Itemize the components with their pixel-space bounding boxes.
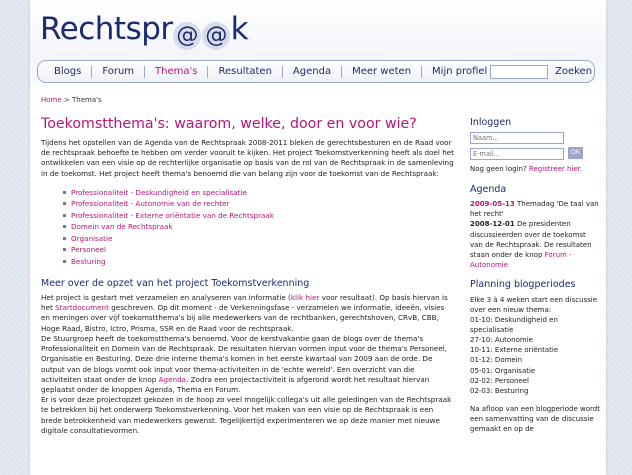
agenda-block <box>470 183 600 270</box>
planning-intro: Elke 3 à 4 weken start een discussie over een nieuw thema: <box>470 295 598 314</box>
p3-text: Er is voor deze projectopzet gekozen in de hoop zo veel mogelijk collega's uit alle geledingen van de Rechtspraak te betrekken bij het onderwerp Toekomstverkenning. Voor het maken van een visie op de Rechtspraak is een brede betrokkenheid van medewerkers gewenst. Tegelijkertijd experimenteren we op deze manier met nieuwe digitale consultatievormen. <box>41 395 452 435</box>
breadcrumb-separator: > <box>61 96 72 104</box>
header <box>30 0 606 92</box>
agenda-title: Agenda <box>470 183 507 195</box>
nav-item-blogs[interactable]: Blogs <box>44 66 92 78</box>
planning-row: 10-11: Externe oriëntatie <box>470 346 559 355</box>
agenda-item-2 <box>470 219 600 270</box>
register-prompt <box>470 164 600 174</box>
p1-text-b: voor resultaat). Op basis hiervan is het <box>41 293 448 313</box>
logo-text-prefix: Rechtspr <box>40 11 173 47</box>
login-title: Inloggen <box>470 117 512 128</box>
agenda-text-2: De presidenten discussieerden over de toekomst van de Rechtspraak. De resultaten staan onder de knop <box>470 220 592 259</box>
nav-item-themas[interactable]: Thema's <box>145 66 208 78</box>
theme-link-domein[interactable]: Domein van de Rechtspraak <box>63 221 454 233</box>
p2-text-a: De Stuurgroep heeft de toekomstthema's benoemd. Voor de kerstvakantie gaan de blogs over de thema's Professionaliteit en Domein van de Rechtspraak. De resultaten hiervan vormen input voor de thema's Personeel, Organisatie en Besturing. Deze drie interne thema's komen in het eerste kwartaal van 2009 aan de orde. De output van de blogs vormt ook input voor thema-activiteiten in de 'echte wereld'. Een overzicht van die activiteiten staat onder de knop <box>41 333 448 384</box>
page <box>30 0 606 475</box>
theme-link-externe-orientatie[interactable]: Professionaliteit - Externe oriëntatie van de Rechtspraak <box>63 210 454 222</box>
forum-autonomie-link[interactable]: Forum - Autonomie <box>470 250 572 269</box>
login-block <box>470 116 600 175</box>
agenda-text-1: Themadag 'De taal van het recht' <box>470 200 599 219</box>
breadcrumb-current: Thema's <box>72 96 102 104</box>
name-field[interactable] <box>470 132 564 144</box>
register-link[interactable]: Registreer hier. <box>528 165 583 174</box>
logo-text-suffix: k <box>230 11 249 47</box>
search-button[interactable]: Zoeken <box>555 66 593 77</box>
nav-item-forum[interactable]: Forum <box>92 66 145 78</box>
logo-at-icon-2: @ <box>202 22 230 50</box>
nav-item-meer-weten[interactable]: Meer weten <box>342 66 422 78</box>
sidebar <box>470 116 600 442</box>
agenda-link[interactable]: Agenda <box>158 374 187 384</box>
email-field[interactable] <box>470 148 564 160</box>
main-content <box>41 116 454 442</box>
main-navigation <box>37 60 595 83</box>
breadcrumb-home-link[interactable]: Home <box>41 96 62 104</box>
p1-text-a: Het project is gestart met verzamelen en analyseren van informatie ( <box>41 293 291 302</box>
nav-item-resultaten[interactable]: Resultaten <box>208 66 282 78</box>
theme-link-personeel[interactable]: Personeel <box>63 244 454 256</box>
p2-text-b: . Zodra een projectactiviteit is afgerond wordt het resultaat hiervan geplaatst onder de knoppen Agenda, Thema en Forum. <box>41 374 430 394</box>
logo-at-icon: @ <box>173 22 201 50</box>
startdocument-link[interactable]: Startdocument <box>55 303 109 313</box>
theme-link-autonomie[interactable]: Professionaliteit - Autonomie van de rechter <box>63 198 454 210</box>
p1-text-c: geschreven. Op dit moment - de Verkenningsfase - verzamelen we informatie, ideeën, visies en meningen over vijf toekomstthema's bij alle medewerkers van de rechtbanken, gerechtshoven, CRvB, CBB, Hoge Raad, Bistro, Ictro, Prisma, SSR en de Raad voor de rechtspraak. <box>41 303 445 333</box>
agenda-date-1[interactable]: 2009-05-13 <box>470 200 515 209</box>
planning-outro: Na afloop van een blogperiode wordt een samenvatting van de discussie gemaakt en op de <box>470 404 600 434</box>
nav-item-agenda[interactable]: Agenda <box>283 66 342 78</box>
planning-row: 05-01: Organisatie <box>470 366 536 375</box>
theme-link-besturing[interactable]: Besturing <box>63 256 454 268</box>
section-subtitle: Meer over de opzet van het project Toekomstverkenning <box>41 277 310 289</box>
planning-row: 01-12: Domein <box>470 356 523 365</box>
search-input[interactable] <box>490 65 548 79</box>
theme-list <box>63 187 454 268</box>
breadcrumb <box>41 96 102 106</box>
theme-link-organisatie[interactable]: Organisatie <box>63 233 454 245</box>
planning-row: 01-10: Deskundigheid en specialisatie <box>470 315 558 334</box>
intro-paragraph: Tijdens het opstellen van de Agenda van de Rechtspraak 2008-2011 bleken de gerechtsbesturen en de Raad voor de rechtspraak behoefte te hebben om verder vooruit te kijken. Het project Toekomstverkenning heeft als doel het ontwikkelen van een visie op de rechterlijke organisatie op basis van de rol van de Rechtspraak in de samenleving in de toekomst. Het project heeft thema's benoemd die van belang zijn voor de toekomst van de Rechtspraak: <box>41 138 454 178</box>
login-ok-button[interactable]: OK <box>568 147 583 159</box>
theme-link-deskundigheid[interactable]: Professionaliteit - Deskundigheid en specialisatie <box>63 187 454 199</box>
page-title: Toekomstthema's: waarom, welke, door en voor wie? <box>41 116 417 132</box>
agenda-item-1 <box>470 199 600 219</box>
site-logo[interactable] <box>40 11 249 50</box>
planning-row: 02-02: Personeel <box>470 376 530 385</box>
planning-block <box>470 278 600 434</box>
planning-list <box>470 315 600 396</box>
project-paragraph-1 <box>41 293 454 436</box>
planning-row: 02-03: Besturing <box>470 386 529 395</box>
no-login-text: Nog geen login? <box>470 165 529 174</box>
agenda-date-2: 2008-12-01 <box>470 220 515 229</box>
planning-row: 27-10: Autonomie <box>470 336 533 345</box>
klik-hier-link[interactable]: klik hier <box>290 293 320 302</box>
nav-item-mijn-profiel[interactable]: Mijn profiel <box>432 65 488 77</box>
planning-title: Planning blogperiodes <box>470 279 576 291</box>
